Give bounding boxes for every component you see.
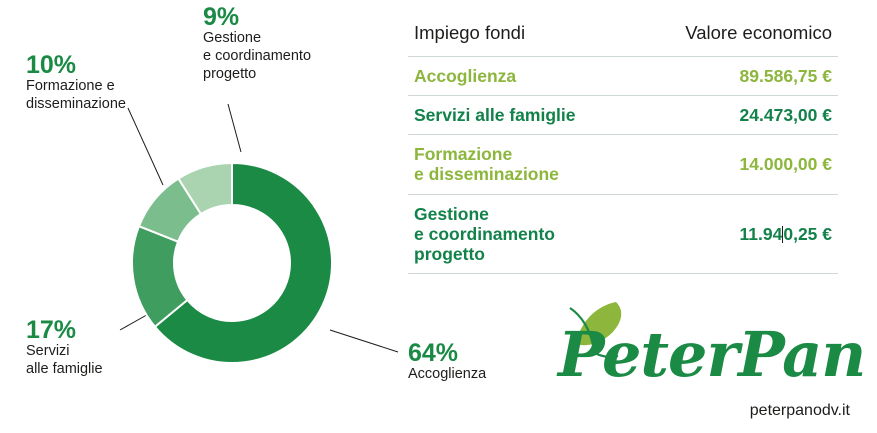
row-gestione-label-line1: Gestione	[414, 203, 489, 224]
row-accoglienza-value: 89.586,75 €	[629, 57, 838, 96]
row-gestione-label	[408, 194, 629, 273]
callout-accoglienza-percent: 64%	[408, 339, 459, 367]
callout-gestione-line3: progetto	[203, 65, 257, 82]
callout-accoglienza	[408, 340, 528, 384]
callout-gestione-line2: e coordinamento	[203, 47, 312, 64]
row-servizi-value: 24.473,00 €	[629, 96, 838, 135]
row-gestione-label-line3: progetto	[414, 243, 485, 264]
row-gestione-label-line2: e coordinamento	[414, 223, 555, 244]
callout-formazione-percent: 10%	[26, 51, 77, 79]
table-row	[408, 194, 838, 273]
callout-accoglienza-line1: Accoglienza	[408, 366, 487, 383]
row-accoglienza-label: Accoglienza	[408, 57, 629, 96]
row-gestione-value-pre: 11.94	[739, 223, 783, 244]
table-header-valore: Valore economico	[685, 22, 832, 43]
row-formazione-label	[408, 135, 629, 194]
funds-table-panel	[408, 22, 848, 274]
callout-gestione	[203, 4, 353, 83]
callout-formazione-line2: disseminazione	[26, 95, 126, 112]
callout-gestione-percent: 9%	[203, 3, 240, 31]
logo	[540, 296, 866, 426]
row-servizi-label: Servizi alle famiglie	[408, 96, 629, 135]
row-formazione-label-line1: Formazione	[414, 144, 513, 165]
callout-formazione-line1: Formazione e	[26, 78, 115, 95]
table-row	[408, 96, 838, 135]
logo-wordmark: PeterPan	[558, 318, 866, 391]
row-gestione-value-post: 0,25 €	[783, 223, 832, 244]
logo-url: peterpanodv.it	[749, 402, 850, 419]
callout-servizi	[26, 317, 171, 379]
row-formazione-value: 14.000,00 €	[629, 135, 838, 194]
callout-gestione-line1: Gestione	[203, 30, 262, 47]
table-header-impiego: Impiego fondi	[414, 22, 526, 43]
callout-servizi-line2: alle famiglie	[26, 360, 103, 377]
callout-servizi-line1: Servizi	[26, 343, 70, 360]
table-row	[408, 135, 838, 194]
row-gestione-value	[629, 194, 838, 273]
callout-servizi-percent: 17%	[26, 316, 77, 344]
callout-formazione	[26, 52, 191, 114]
row-formazione-label-line2: e disseminazione	[414, 164, 559, 185]
table-row	[408, 57, 838, 96]
table-header-row	[408, 22, 838, 57]
funds-table	[408, 22, 838, 274]
